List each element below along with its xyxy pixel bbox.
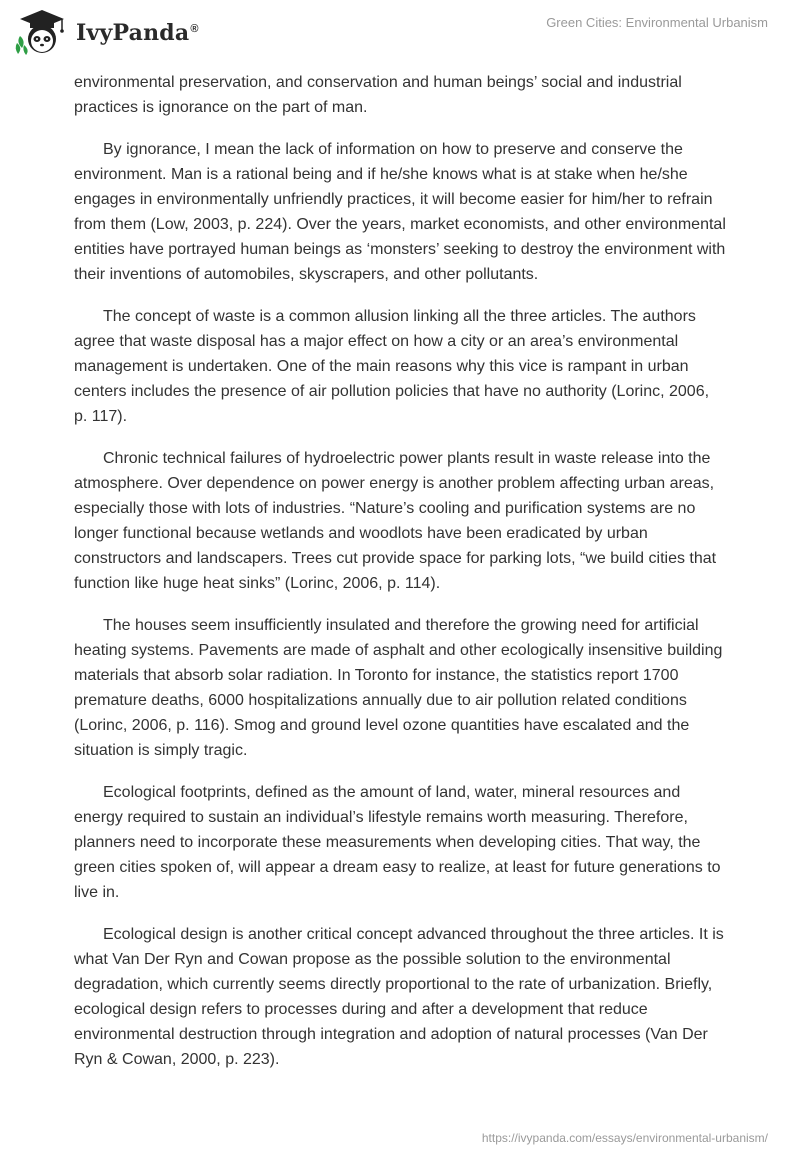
paragraph-5: The houses seem insufficiently insulated and therefore the growing need for artificial heating systems. Pavements are made of asphalt and other ecologically insensitive building materials that absorb solar radiation. In Toronto for instance, the statistics report 1700 premature deaths, 6000 hospitalizations annually due to air pollution related conditions (Lorinc, 2006, p. 116). Smog and ground level ozone quantities have escalated and the situation is simply tragic.	[74, 617, 723, 759]
paragraph-2: By ignorance, I mean the lack of information on how to preserve and conserve the environment. Man is a rational being and if he/she knows what is at stake when he/she engages in environmentally unfriendly practices, it will become easier for him/her to refrain from them (Low, 2003, p. 224). Over the years, market economists, and other environmental entities have portrayed human beings as ‘monsters’ seeking to destroy the environment with their inventions of automobiles, skyscrapers, and other pollutants.	[74, 141, 726, 283]
paragraph-3: The concept of waste is a common allusion linking all the three articles. The authors agree that waste disposal has a major effect on how a city or an area’s environmental management is undertaken. One of the main reasons why this vice is rampant in urban centers includes the presence of air pollution policies that have no authority (Lorinc, 2006, p. 117).	[74, 308, 710, 425]
source-url-link[interactable]: https://ivypanda.com/essays/environmental-urbanism/	[481, 1131, 768, 1145]
panda-logo-icon	[14, 8, 70, 58]
brand-name: IvyPanda®	[76, 20, 199, 46]
document-title: Green Cities: Environmental Urbanism	[546, 15, 768, 30]
essay-body	[74, 70, 726, 1089]
paragraph-7: Ecological design is another critical concept advanced throughout the three articles. It is what Van Der Ryn and Cowan propose as the possible solution to the environmental degradation, which currently seems directly proportional to the rate of urbanization. Briefly, ecological design refers to processes during and after a development that reduce environmental destruction through integration and adoption of natural processes (Van Der Ryn & Cowan, 2000, p. 223).	[74, 926, 724, 1068]
brand-logo[interactable]	[14, 8, 199, 58]
paragraph-1: environmental preservation, and conservation and human beings’ social and industrial practices is ignorance on the part of man.	[74, 74, 682, 116]
paragraph-6: Ecological footprints, defined as the amount of land, water, mineral resources and energy required to sustain an individual’s lifestyle remains worth measuring. Therefore, planners need to incorporate these measurements when developing cities. That way, the green cities spoken of, will appear a dream easy to realize, at least for future generations to live in.	[74, 784, 721, 901]
page-header	[0, 0, 800, 70]
paragraph-4: Chronic technical failures of hydroelectric power plants result in waste release into the atmosphere. Over dependence on power energy is another problem affecting urban areas, especially those with lots of industries. “Nature’s cooling and purification systems are no longer functional because wetlands and woodlots have been eradicated by urban constructors and landscapers. Trees cut provide space for parking lots, “we build cities that function like huge heat sinks” (Lorinc, 2006, p. 114).	[74, 450, 717, 592]
